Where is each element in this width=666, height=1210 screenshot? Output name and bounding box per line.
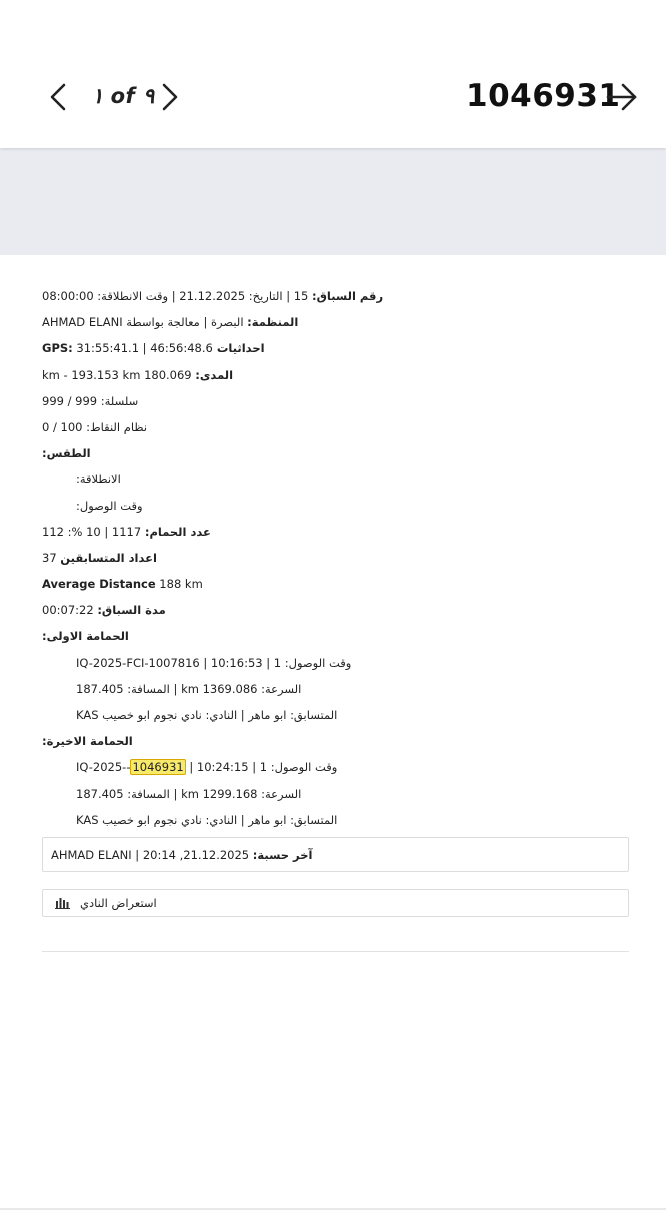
detail-text bbox=[42, 289, 383, 303]
detail-row bbox=[42, 810, 630, 836]
detail-value: السرعة: 1369.086 km | المسافة: 187.405 bbox=[76, 681, 302, 696]
detail-text bbox=[42, 341, 265, 355]
detail-label: عدد الحمام: bbox=[144, 524, 211, 539]
detail-text bbox=[42, 603, 166, 617]
detail-row bbox=[42, 574, 630, 600]
banner-area bbox=[0, 148, 666, 255]
last-calculation-text: آخر حسبة: 21.12.2025, 20:14 | AHMAD ELANI bbox=[51, 847, 313, 862]
detail-value: 31:55:41.1 | 46:56:48.6 bbox=[72, 341, 213, 356]
detail-value: سلسلة: 999 / 999 bbox=[42, 393, 139, 408]
detail-label: الحمامة الاولى: bbox=[42, 629, 129, 644]
detail-text bbox=[42, 368, 233, 382]
detail-row bbox=[42, 731, 630, 757]
detail-row bbox=[42, 443, 630, 469]
detail-row bbox=[42, 365, 630, 391]
detail-text bbox=[76, 472, 121, 486]
detail-row bbox=[42, 679, 630, 705]
detail-row bbox=[42, 784, 630, 810]
detail-label: اعداد المتسابقين bbox=[60, 550, 157, 565]
detail-label: مدة السباق: bbox=[97, 603, 166, 618]
top-bar bbox=[0, 0, 666, 148]
detail-value: 180.069 km - 193.153 km bbox=[42, 367, 196, 382]
detail-text bbox=[76, 813, 337, 827]
detail-text bbox=[76, 499, 143, 513]
detail-row bbox=[42, 626, 630, 652]
detail-value: السرعة: 1299.168 km | المسافة: 187.405 bbox=[76, 786, 302, 801]
detail-text bbox=[42, 629, 129, 643]
next-button[interactable] bbox=[150, 75, 190, 119]
detail-row bbox=[42, 757, 630, 783]
detail-row bbox=[42, 338, 630, 364]
detail-row bbox=[42, 705, 630, 731]
detail-value: وقت الوصول: bbox=[76, 498, 143, 513]
detail-row bbox=[42, 522, 630, 548]
detail-row bbox=[42, 469, 630, 495]
detail-label: الطقس: bbox=[42, 446, 91, 461]
detail-text bbox=[76, 759, 337, 775]
detail-value: 1117 | 10 %: 112 bbox=[42, 524, 145, 539]
detail-row bbox=[42, 391, 630, 417]
highlighted-ring-number: 1046931 bbox=[132, 760, 184, 775]
detail-value: وقت الوصول: 1 | 10:16:53 | IQ-2025-FCI-1007816 bbox=[76, 655, 352, 670]
detail-label: Average Distance bbox=[42, 577, 156, 592]
detail-label: احداثيات GPS: bbox=[42, 341, 265, 356]
detail-text bbox=[42, 446, 91, 460]
chevron-left-icon bbox=[47, 82, 69, 112]
detail-value: 188 km bbox=[155, 577, 203, 592]
detail-label: المدى: bbox=[195, 367, 234, 382]
detail-text bbox=[42, 315, 298, 329]
detail-row bbox=[42, 548, 630, 574]
detail-row bbox=[42, 417, 630, 443]
detail-row bbox=[42, 312, 630, 338]
detail-text bbox=[42, 551, 157, 565]
last-calculation-box bbox=[42, 837, 629, 872]
detail-label: الحمامة الاخيرة: bbox=[42, 734, 133, 749]
detail-row bbox=[42, 653, 630, 679]
detail-value: البصرة | معالجة بواسطة AHMAD ELANI bbox=[42, 315, 248, 330]
detail-text bbox=[42, 734, 133, 748]
detail-text bbox=[42, 420, 147, 434]
detail-row bbox=[42, 600, 630, 626]
detail-text bbox=[42, 394, 138, 408]
detail-value: نظام النقاط: 100 / 0 bbox=[42, 419, 148, 434]
race-details bbox=[42, 286, 630, 836]
detail-value: 00:07:22 bbox=[42, 603, 98, 618]
pager-text: ١ of ٩ bbox=[92, 84, 155, 108]
detail-text bbox=[76, 682, 301, 696]
ring-number-title: 1046931 bbox=[466, 78, 621, 114]
detail-row bbox=[42, 496, 630, 522]
detail-text bbox=[42, 577, 203, 591]
chevron-right-icon bbox=[159, 82, 181, 112]
detail-text bbox=[76, 708, 337, 722]
detail-text bbox=[76, 787, 301, 801]
detail-value: 15 | التاريخ: 21.12.2025 | وقت الانطلاقة: 08:00:00 bbox=[42, 289, 313, 303]
detail-value: المتسابق: ابو ماهر | النادي: نادي نجوم ابو خصيب KAS bbox=[76, 812, 338, 827]
view-club-label: استعراض النادي bbox=[80, 896, 157, 910]
detail-row bbox=[42, 286, 630, 312]
detail-text bbox=[42, 525, 211, 539]
divider bbox=[42, 951, 629, 952]
detail-value: المتسابق: ابو ماهر | النادي: نادي نجوم ابو خصيب KAS bbox=[76, 708, 338, 722]
forward-button[interactable] bbox=[602, 75, 642, 119]
view-club-button[interactable] bbox=[42, 889, 629, 917]
detail-value: الانطلاقة: bbox=[76, 472, 121, 487]
detail-text bbox=[76, 656, 351, 670]
detail-value: وقت الوصول: 1 | 10:24:15 | IQ-2025-- bbox=[76, 760, 338, 775]
detail-value: 37 bbox=[42, 550, 61, 565]
previous-button[interactable] bbox=[38, 75, 78, 119]
bar-chart-icon bbox=[55, 898, 70, 909]
detail-label: المنظمة: bbox=[247, 315, 299, 330]
detail-label: رقم السباق: bbox=[312, 289, 384, 303]
arrow-right-icon bbox=[605, 82, 639, 112]
